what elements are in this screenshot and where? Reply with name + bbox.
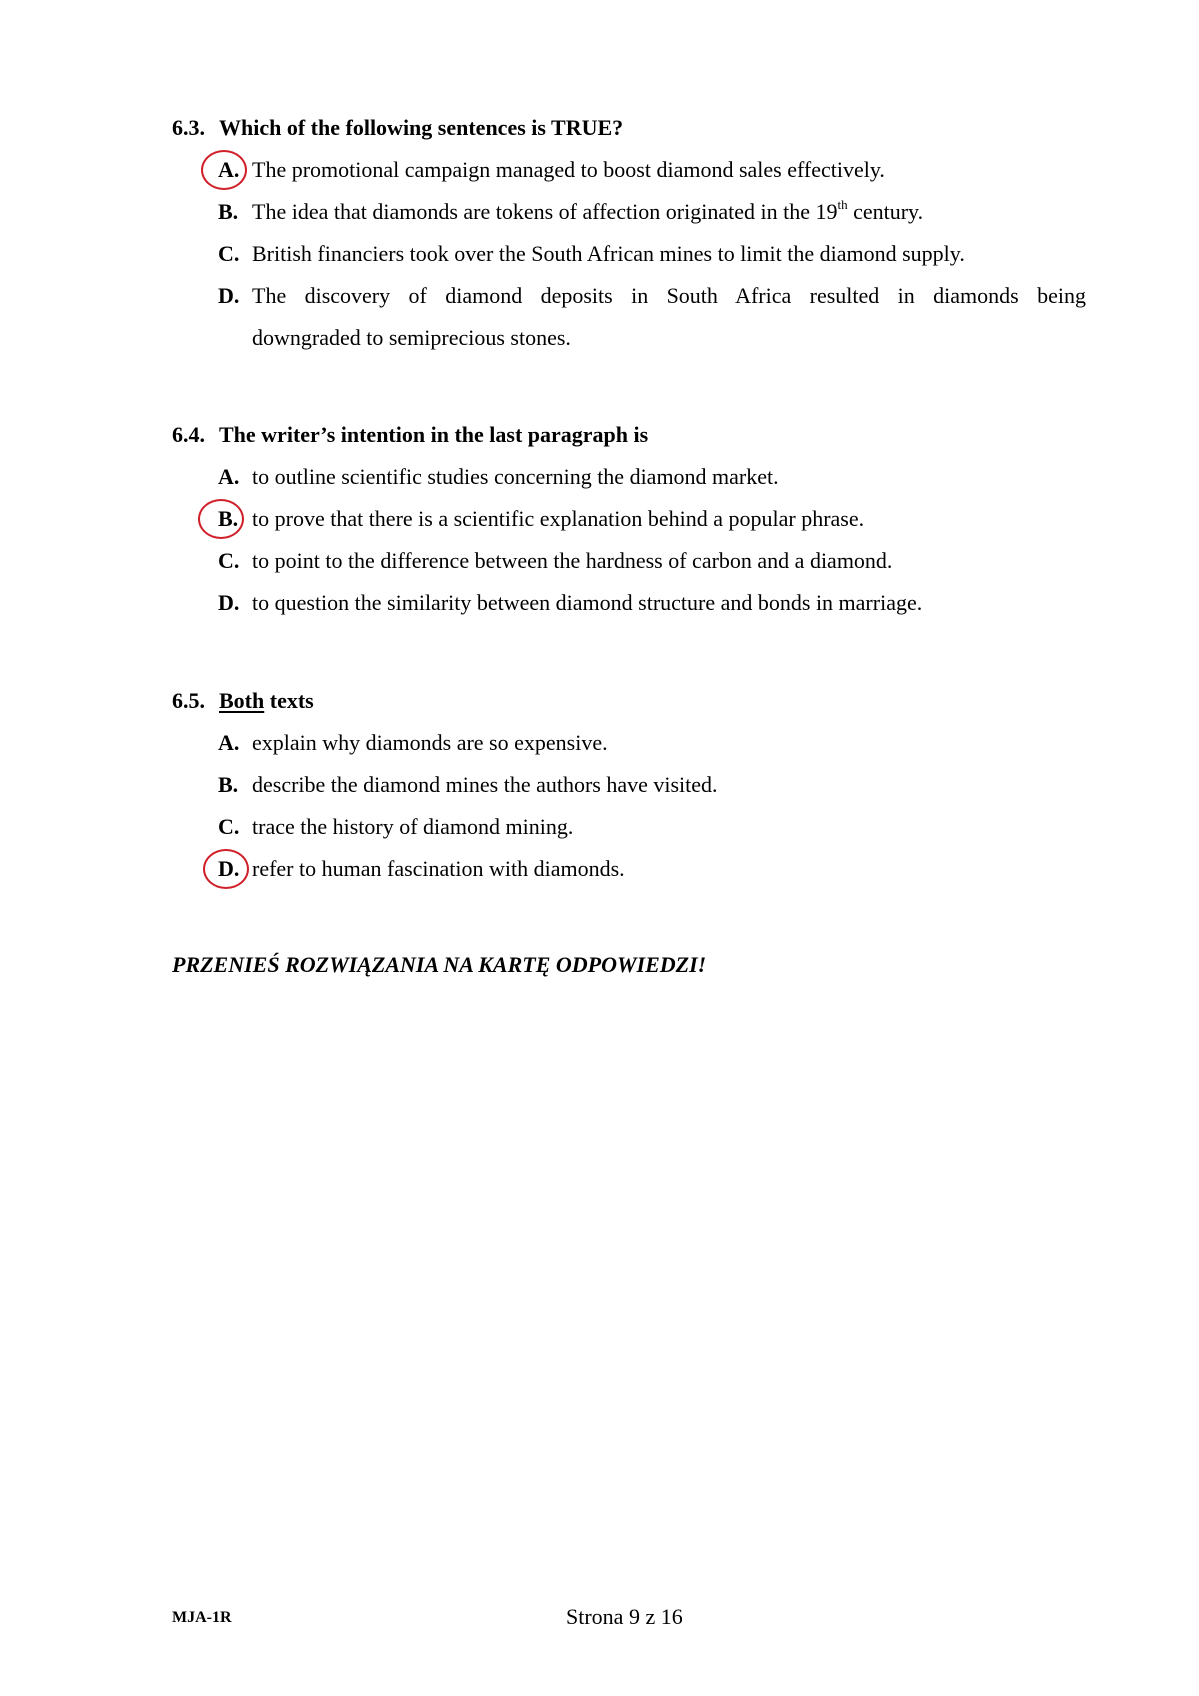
option-letter: A. bbox=[218, 730, 240, 755]
option-text: The discovery of diamond deposits in South Africa resulted in diamonds being bbox=[252, 283, 1086, 308]
question-number: 6.4. bbox=[172, 422, 205, 447]
option-text: trace the history of diamond mining. bbox=[252, 814, 574, 839]
question-text: texts bbox=[264, 688, 314, 713]
option-letter: B. bbox=[218, 506, 239, 531]
question-number: 6.5. bbox=[172, 688, 205, 713]
option-letter: A. bbox=[218, 464, 240, 489]
transfer-answers-notice: PRZENIEŚ ROZWIĄZANIA NA KARTĘ ODPOWIEDZI! bbox=[172, 952, 707, 977]
option-letter: C. bbox=[218, 548, 240, 573]
option-letter: D. bbox=[218, 856, 240, 881]
option-text: The idea that diamonds are tokens of affection originated in the 19th century. bbox=[252, 196, 924, 224]
option-letter: C. bbox=[218, 814, 240, 839]
option-text: to prove that there is a scientific explanation behind a popular phrase. bbox=[252, 506, 865, 531]
option-letter: D. bbox=[218, 283, 240, 308]
option-letter: D. bbox=[218, 590, 240, 615]
question-text: Which of the following sentences is TRUE? bbox=[219, 115, 624, 140]
option-text: refer to human fascination with diamonds. bbox=[252, 856, 625, 881]
exam-code: MJA-1R bbox=[172, 1609, 232, 1626]
option-letter: C. bbox=[218, 241, 240, 266]
question-text: The writer’s intention in the last paragraph is bbox=[219, 422, 649, 447]
option-text: The promotional campaign managed to boost diamond sales effectively. bbox=[252, 157, 885, 182]
page-number: Strona 9 z 16 bbox=[566, 1604, 683, 1629]
option-letter: B. bbox=[218, 772, 239, 797]
option-text: explain why diamonds are so expensive. bbox=[252, 730, 608, 755]
question-6-4-title bbox=[172, 422, 648, 448]
option-text: to question the similarity between diamond structure and bonds in marriage. bbox=[252, 590, 923, 615]
option-text: British financiers took over the South African mines to limit the diamond supply. bbox=[252, 241, 965, 266]
option-letter: B. bbox=[218, 199, 239, 224]
question-number: 6.3. bbox=[172, 115, 205, 140]
question-6-5-title bbox=[172, 688, 314, 714]
option-text: describe the diamond mines the authors have visited. bbox=[252, 772, 718, 797]
question-6-3-title bbox=[172, 115, 623, 141]
option-text: to point to the difference between the hardness of carbon and a diamond. bbox=[252, 548, 893, 573]
question-text-underlined: Both bbox=[219, 688, 265, 713]
option-text: to outline scientific studies concerning the diamond market. bbox=[252, 464, 779, 489]
option-letter: A. bbox=[218, 157, 240, 182]
option-text-continuation: downgraded to semiprecious stones. bbox=[252, 325, 571, 350]
